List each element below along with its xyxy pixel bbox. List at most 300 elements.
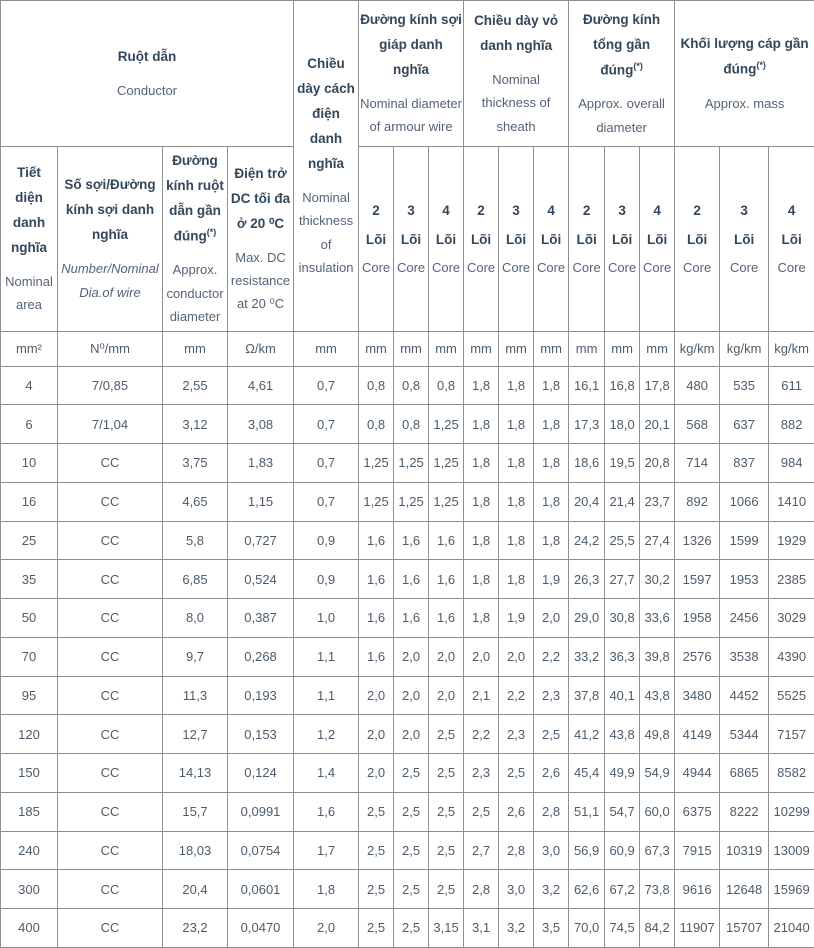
table-cell: 300 xyxy=(1,870,58,909)
table-cell: 41,2 xyxy=(569,715,605,754)
core-vi-label: Lõi xyxy=(646,231,668,247)
unit-cell: kg/km xyxy=(720,331,769,366)
core-en-label: Core xyxy=(466,259,496,275)
table-cell: 4,61 xyxy=(228,366,294,405)
table-cell: 2,3 xyxy=(534,676,569,715)
table-cell: 27,7 xyxy=(605,560,640,599)
table-cell: 70 xyxy=(1,637,58,676)
table-cell: 1,8 xyxy=(464,405,499,444)
table-cell: 611 xyxy=(769,366,814,405)
table-cell: 33,6 xyxy=(640,599,675,638)
table-cell: 0,8 xyxy=(394,366,429,405)
table-cell: 2,5 xyxy=(429,831,464,870)
core-en-label: Core xyxy=(396,259,426,275)
core-count-label: 2 xyxy=(693,202,701,218)
table-cell: 49,8 xyxy=(640,715,675,754)
table-row xyxy=(1,444,814,483)
header-conductor-diameter xyxy=(163,147,228,332)
table-cell: 0,124 xyxy=(228,754,294,793)
table-cell: 1,6 xyxy=(394,560,429,599)
table-cell: 892 xyxy=(675,482,720,521)
table-cell: 1,8 xyxy=(499,482,534,521)
unit-cell: mm xyxy=(394,331,429,366)
table-cell: 1,8 xyxy=(464,521,499,560)
header-wire-number xyxy=(58,147,163,332)
table-cell: 0,524 xyxy=(228,560,294,599)
table-cell: 1,25 xyxy=(429,482,464,521)
table-cell: 49,9 xyxy=(605,754,640,793)
table-cell: 3,08 xyxy=(228,405,294,444)
header-mass-en: Approx. mass xyxy=(704,95,785,111)
table-cell: 23,2 xyxy=(163,909,228,948)
core-en-label: Core xyxy=(608,259,637,275)
table-cell: 2,2 xyxy=(499,676,534,715)
table-cell: 714 xyxy=(675,444,720,483)
table-cell: 2,5 xyxy=(394,909,429,948)
table-cell: 23,7 xyxy=(640,482,675,521)
table-cell: CC xyxy=(58,637,163,676)
header-nominal-area-en: Nominal area xyxy=(5,273,53,313)
table-cell: 150 xyxy=(1,754,58,793)
header-armour-diameter xyxy=(359,1,464,147)
table-cell: 637 xyxy=(720,405,769,444)
unit-cell: mm xyxy=(534,331,569,366)
table-cell: 25,5 xyxy=(605,521,640,560)
table-cell: 67,3 xyxy=(640,831,675,870)
table-cell: 2456 xyxy=(720,599,769,638)
table-cell: 1,8 xyxy=(464,444,499,483)
table-cell: 120 xyxy=(1,715,58,754)
table-row xyxy=(1,715,814,754)
table-cell: 2,5 xyxy=(429,792,464,831)
table-cell: 95 xyxy=(1,676,58,715)
table-cell: 2,5 xyxy=(359,792,394,831)
core-en-label: Core xyxy=(777,259,806,275)
core-header-cell xyxy=(675,147,720,332)
table-cell: 4452 xyxy=(720,676,769,715)
table-cell: 18,6 xyxy=(569,444,605,483)
table-cell: 0,153 xyxy=(228,715,294,754)
core-vi-label: Lõi xyxy=(435,231,457,247)
table-cell: 1,6 xyxy=(359,521,394,560)
table-cell: 7157 xyxy=(769,715,814,754)
table-row xyxy=(1,560,814,599)
table-cell: CC xyxy=(58,831,163,870)
table-cell: 0,193 xyxy=(228,676,294,715)
table-cell: 6 xyxy=(1,405,58,444)
table-cell: 1,25 xyxy=(359,444,394,483)
table-row xyxy=(1,831,814,870)
table-cell: 4,65 xyxy=(163,482,228,521)
table-cell: 43,8 xyxy=(605,715,640,754)
table-cell: 8,0 xyxy=(163,599,228,638)
unit-cell: Ω/km xyxy=(228,331,294,366)
header-nominal-area xyxy=(1,147,58,332)
table-cell: 12648 xyxy=(720,870,769,909)
table-cell: 20,4 xyxy=(163,870,228,909)
table-cell: 2,5 xyxy=(534,715,569,754)
table-cell: 6,85 xyxy=(163,560,228,599)
header-mass-vi: Khối lượng cáp gần đúng(*) xyxy=(680,36,809,77)
core-en-label: Core xyxy=(572,259,601,275)
table-cell: 1,8 xyxy=(464,599,499,638)
table-cell: 7915 xyxy=(675,831,720,870)
unit-cell: mm xyxy=(605,331,640,366)
table-cell: 51,1 xyxy=(569,792,605,831)
table-cell: 4944 xyxy=(675,754,720,793)
table-cell: CC xyxy=(58,521,163,560)
header-row-sub xyxy=(1,147,814,332)
table-cell: 1,6 xyxy=(359,599,394,638)
table-cell: 1,6 xyxy=(394,599,429,638)
table-cell: 2,0 xyxy=(394,637,429,676)
unit-cell: mm xyxy=(499,331,534,366)
table-cell: 26,3 xyxy=(569,560,605,599)
header-row-groups xyxy=(1,1,814,147)
table-cell: 0,7 xyxy=(294,366,359,405)
table-cell: 40,1 xyxy=(605,676,640,715)
table-cell: 0,0470 xyxy=(228,909,294,948)
table-cell: 5525 xyxy=(769,676,814,715)
core-header-cell xyxy=(769,147,814,332)
table-cell: 2,5 xyxy=(394,792,429,831)
table-cell: 2,8 xyxy=(534,792,569,831)
table-cell: 54,9 xyxy=(640,754,675,793)
table-cell: 39,8 xyxy=(640,637,675,676)
core-vi-label: Lõi xyxy=(686,231,708,247)
header-armour-diameter-vi: Đường kính sợi giáp danh nghĩa xyxy=(360,12,462,78)
table-cell: 5,8 xyxy=(163,521,228,560)
unit-cell: mm xyxy=(429,331,464,366)
table-cell: 0,8 xyxy=(359,366,394,405)
table-cell: 1,25 xyxy=(429,405,464,444)
core-vi-label: Lõi xyxy=(365,231,387,247)
table-cell: 1,6 xyxy=(429,521,464,560)
table-cell: 67,2 xyxy=(605,870,640,909)
core-header-cell xyxy=(534,147,569,332)
core-vi-label: Lõi xyxy=(611,231,633,247)
table-cell: 3,2 xyxy=(499,909,534,948)
table-cell: 0,7 xyxy=(294,405,359,444)
table-cell: 2,5 xyxy=(394,831,429,870)
table-cell: 2,2 xyxy=(464,715,499,754)
table-cell: 20,4 xyxy=(569,482,605,521)
table-cell: 33,2 xyxy=(569,637,605,676)
table-cell: 2,1 xyxy=(464,676,499,715)
table-cell: 13009 xyxy=(769,831,814,870)
unit-cell: mm xyxy=(569,331,605,366)
core-count-label: 4 xyxy=(787,202,796,218)
unit-cell: mm xyxy=(294,331,359,366)
table-cell: CC xyxy=(58,792,163,831)
table-cell: 1,8 xyxy=(534,482,569,521)
header-wire-number-en: Number/Nominal Dia.of wire xyxy=(61,261,159,300)
table-cell: CC xyxy=(58,676,163,715)
core-vi-label: Lõi xyxy=(576,231,597,247)
table-cell: 1958 xyxy=(675,599,720,638)
table-cell: 0,0754 xyxy=(228,831,294,870)
table-cell: 0,9 xyxy=(294,560,359,599)
table-cell: 1,8 xyxy=(499,366,534,405)
table-cell: 10319 xyxy=(720,831,769,870)
header-sheath-thickness xyxy=(464,1,569,147)
table-cell: 240 xyxy=(1,831,58,870)
table-cell: 1599 xyxy=(720,521,769,560)
table-cell: CC xyxy=(58,444,163,483)
table-cell: 8222 xyxy=(720,792,769,831)
header-overall-diameter-en: Approx. overall diameter xyxy=(578,96,665,135)
core-header-cell xyxy=(640,147,675,332)
table-cell: 3,1 xyxy=(464,909,499,948)
table-cell: 1,8 xyxy=(464,482,499,521)
table-cell: 4 xyxy=(1,366,58,405)
table-cell: 2,5 xyxy=(359,870,394,909)
table-cell: CC xyxy=(58,560,163,599)
table-cell: 2,0 xyxy=(534,599,569,638)
table-cell: 3480 xyxy=(675,676,720,715)
core-count-label: 3 xyxy=(407,202,415,218)
table-cell: 3,12 xyxy=(163,405,228,444)
core-en-label: Core xyxy=(501,259,531,275)
table-cell: CC xyxy=(58,909,163,948)
table-cell: 29,0 xyxy=(569,599,605,638)
table-cell: 18,03 xyxy=(163,831,228,870)
table-cell: 19,5 xyxy=(605,444,640,483)
table-cell: 2,3 xyxy=(499,715,534,754)
table-row xyxy=(1,521,814,560)
unit-cell: N⁰/mm xyxy=(58,331,163,366)
core-count-label: 4 xyxy=(547,202,555,218)
unit-cell: mm xyxy=(163,331,228,366)
header-dc-resistance-en: Max. DC resistance at 20 ⁰C xyxy=(230,249,291,312)
table-cell: 984 xyxy=(769,444,814,483)
core-header-cell xyxy=(429,147,464,332)
core-header-cell xyxy=(720,147,769,332)
table-cell: 20,8 xyxy=(640,444,675,483)
table-cell: 1,25 xyxy=(429,444,464,483)
core-count-label: 3 xyxy=(740,202,748,218)
table-cell: 2,0 xyxy=(359,754,394,793)
core-count-label: 2 xyxy=(477,202,485,218)
table-cell: 2,0 xyxy=(359,676,394,715)
table-cell: 36,3 xyxy=(605,637,640,676)
table-cell: 1,6 xyxy=(359,637,394,676)
table-cell: 1,8 xyxy=(499,444,534,483)
header-sheath-thickness-en: Nominal thickness of sheath xyxy=(481,71,551,134)
table-cell: 2,8 xyxy=(499,831,534,870)
table-cell: 2,0 xyxy=(499,637,534,676)
table-cell: 15,7 xyxy=(163,792,228,831)
table-cell: 70,0 xyxy=(569,909,605,948)
core-header-cell xyxy=(499,147,534,332)
header-wire-number-vi: Số sợi/Đường kính sợi danh nghĩa xyxy=(64,177,156,243)
table-row xyxy=(1,676,814,715)
table-cell: 2,0 xyxy=(394,715,429,754)
table-cell: 400 xyxy=(1,909,58,948)
core-en-label: Core xyxy=(431,259,461,275)
core-vi-label: Lõi xyxy=(470,231,492,247)
table-cell: 2,8 xyxy=(464,870,499,909)
table-cell: 9616 xyxy=(675,870,720,909)
table-cell: 0,387 xyxy=(228,599,294,638)
table-cell: 62,6 xyxy=(569,870,605,909)
table-cell: 2,5 xyxy=(429,715,464,754)
core-header-cell xyxy=(569,147,605,332)
table-cell: 84,2 xyxy=(640,909,675,948)
table-cell: 10299 xyxy=(769,792,814,831)
table-cell: 2,5 xyxy=(464,792,499,831)
unit-cell: kg/km xyxy=(769,331,814,366)
table-row xyxy=(1,754,814,793)
table-cell: 74,5 xyxy=(605,909,640,948)
table-cell: 8582 xyxy=(769,754,814,793)
table-cell: 837 xyxy=(720,444,769,483)
header-overall-diameter-vi: Đường kính tổng gần đúng(*) xyxy=(583,11,661,78)
core-en-label: Core xyxy=(643,259,672,275)
core-count-label: 4 xyxy=(442,202,450,218)
table-cell: 12,7 xyxy=(163,715,228,754)
header-sheath-thickness-vi: Chiều dày vỏ danh nghĩa xyxy=(474,12,559,53)
core-count-label: 3 xyxy=(512,202,520,218)
table-cell: 2385 xyxy=(769,560,814,599)
table-cell: 0,727 xyxy=(228,521,294,560)
table-row xyxy=(1,637,814,676)
table-cell: CC xyxy=(58,482,163,521)
table-cell: 21,4 xyxy=(605,482,640,521)
header-conductor-en: Conductor xyxy=(117,82,178,98)
table-cell: 1,8 xyxy=(534,444,569,483)
table-cell: 1,25 xyxy=(394,444,429,483)
table-cell: 2,0 xyxy=(429,637,464,676)
table-cell: CC xyxy=(58,599,163,638)
table-cell: 1,7 xyxy=(294,831,359,870)
table-cell: 1326 xyxy=(675,521,720,560)
core-en-label: Core xyxy=(361,259,391,275)
table-cell: 535 xyxy=(720,366,769,405)
core-count-label: 2 xyxy=(582,202,591,218)
core-en-label: Core xyxy=(730,259,759,275)
table-cell: 1066 xyxy=(720,482,769,521)
table-cell: 2,5 xyxy=(429,754,464,793)
header-mass xyxy=(675,1,814,147)
table-cell: 45,4 xyxy=(569,754,605,793)
table-cell: 2,2 xyxy=(534,637,569,676)
table-cell: 27,4 xyxy=(640,521,675,560)
table-cell: 2,3 xyxy=(464,754,499,793)
table-cell: 2,7 xyxy=(464,831,499,870)
unit-cell: mm² xyxy=(1,331,58,366)
table-row xyxy=(1,909,814,948)
table-cell: 1,8 xyxy=(534,521,569,560)
footnote-marker: (*) xyxy=(633,60,643,71)
table-cell: 0,7 xyxy=(294,482,359,521)
core-count-label: 2 xyxy=(372,202,380,218)
table-cell: 1,8 xyxy=(499,560,534,599)
table-cell: 0,268 xyxy=(228,637,294,676)
table-cell: 2,5 xyxy=(359,831,394,870)
table-cell: 30,8 xyxy=(605,599,640,638)
units-row xyxy=(1,331,814,366)
table-cell: 1,1 xyxy=(294,637,359,676)
table-row xyxy=(1,870,814,909)
table-cell: 2,6 xyxy=(534,754,569,793)
core-vi-label: Lõi xyxy=(733,231,755,247)
table-cell: 4149 xyxy=(675,715,720,754)
table-cell: 1,25 xyxy=(359,482,394,521)
table-cell: 1597 xyxy=(675,560,720,599)
table-cell: 0,8 xyxy=(394,405,429,444)
table-cell: CC xyxy=(58,754,163,793)
table-cell: 54,7 xyxy=(605,792,640,831)
header-insulation-vi: Chiều dày cách điện danh nghĩa xyxy=(297,56,355,171)
table-cell: 1,8 xyxy=(499,521,534,560)
table-cell: 1,4 xyxy=(294,754,359,793)
header-dc-resistance xyxy=(228,147,294,332)
table-cell: 1,6 xyxy=(359,560,394,599)
table-cell: 0,8 xyxy=(359,405,394,444)
table-cell: 3,0 xyxy=(499,870,534,909)
table-cell: 0,7 xyxy=(294,444,359,483)
table-cell: 1,8 xyxy=(499,405,534,444)
table-cell: 7/0,85 xyxy=(58,366,163,405)
table-row xyxy=(1,405,814,444)
table-cell: 35 xyxy=(1,560,58,599)
table-cell: 1,9 xyxy=(499,599,534,638)
core-vi-label: Lõi xyxy=(505,231,527,247)
table-cell: 3,5 xyxy=(534,909,569,948)
table-cell: 50 xyxy=(1,599,58,638)
table-cell: 3,15 xyxy=(429,909,464,948)
core-en-label: Core xyxy=(536,259,566,275)
table-cell: 9,7 xyxy=(163,637,228,676)
table-cell: 480 xyxy=(675,366,720,405)
header-armour-diameter-en: Nominal diameter of armour wire xyxy=(360,96,462,135)
core-header-cell xyxy=(394,147,429,332)
table-cell: 2,0 xyxy=(294,909,359,948)
table-body xyxy=(1,366,814,947)
table-cell: 43,8 xyxy=(640,676,675,715)
table-cell: 7/1,04 xyxy=(58,405,163,444)
table-cell: 10 xyxy=(1,444,58,483)
table-cell: 1,25 xyxy=(394,482,429,521)
table-cell: 60,9 xyxy=(605,831,640,870)
table-cell: 1929 xyxy=(769,521,814,560)
table-cell: 3,75 xyxy=(163,444,228,483)
table-cell: 2,5 xyxy=(429,870,464,909)
table-cell: 1,2 xyxy=(294,715,359,754)
table-row xyxy=(1,482,814,521)
table-row xyxy=(1,792,814,831)
table-cell: 568 xyxy=(675,405,720,444)
table-cell: 1,1 xyxy=(294,676,359,715)
footnote-marker: (*) xyxy=(206,226,217,237)
table-row xyxy=(1,599,814,638)
table-cell: 1,8 xyxy=(534,366,569,405)
table-cell: 1953 xyxy=(720,560,769,599)
core-vi-label: Lõi xyxy=(400,231,422,247)
table-cell: 16 xyxy=(1,482,58,521)
table-cell: 30,2 xyxy=(640,560,675,599)
table-cell: 2,5 xyxy=(394,870,429,909)
table-cell: 1,6 xyxy=(429,599,464,638)
table-row xyxy=(1,366,814,405)
header-conductor-diameter-en: Approx. conductor diameter xyxy=(166,262,224,325)
core-vi-label: Lõi xyxy=(540,231,562,247)
table-cell: 14,13 xyxy=(163,754,228,793)
table-cell: 1,8 xyxy=(464,366,499,405)
table-cell: CC xyxy=(58,870,163,909)
table-cell: 24,2 xyxy=(569,521,605,560)
